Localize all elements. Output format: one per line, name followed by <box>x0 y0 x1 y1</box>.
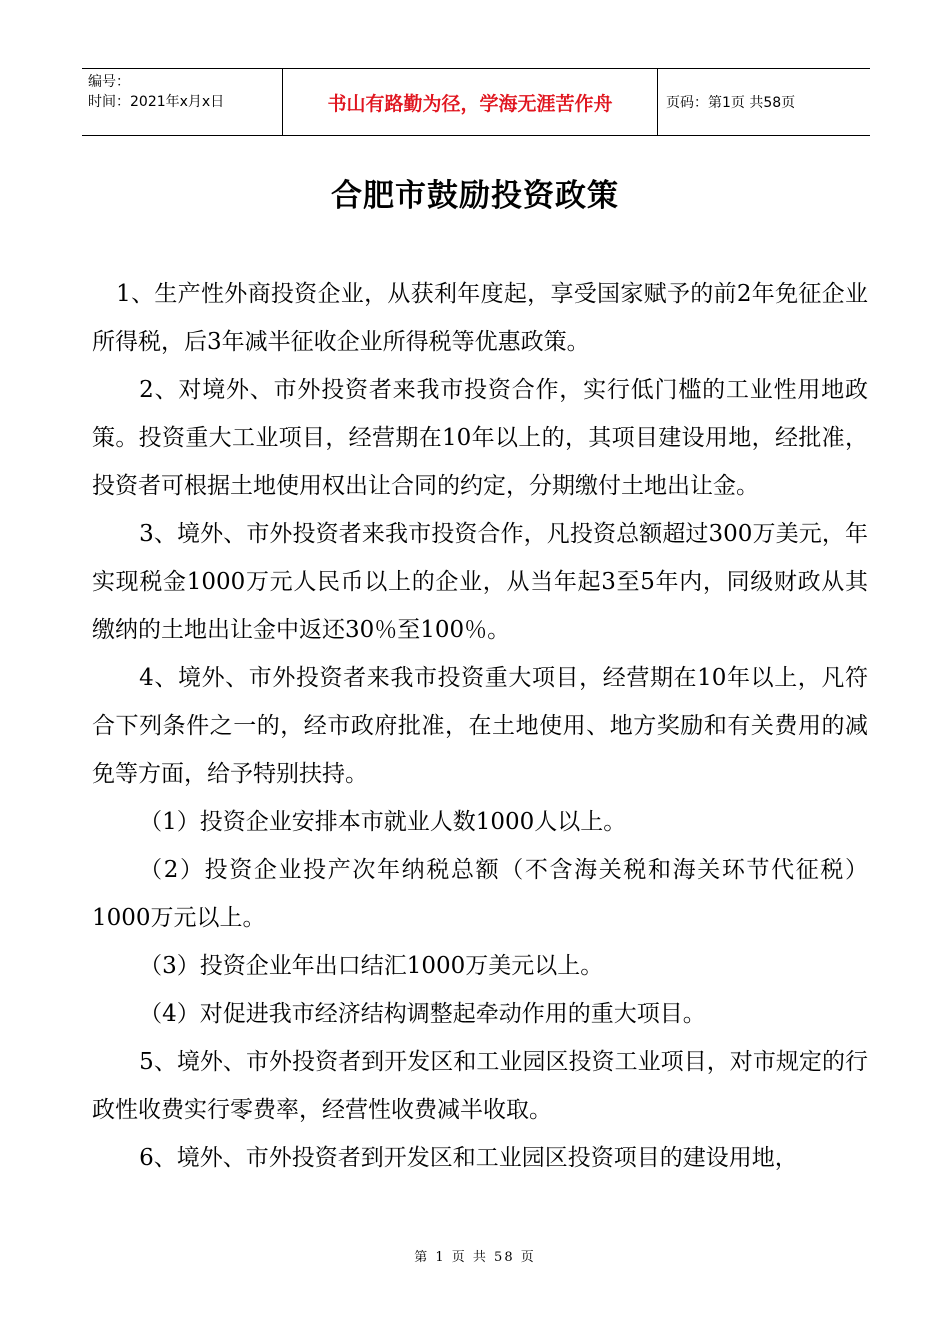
document-body <box>92 270 868 1182</box>
date-label: 时间：2021年x月x日 <box>88 94 225 110</box>
header-table <box>82 68 870 136</box>
paragraph: 1、生产性外商投资企业，从获利年度起，享受国家赋予的前2年免征企业所得税，后3年减半征收企业所得税等优惠政策。 <box>92 281 868 355</box>
paragraph: （4）对促进我市经济结构调整起牵动作用的重大项目。 <box>139 1001 706 1027</box>
page-footer: 第 1 页 共 58 页 <box>414 1250 536 1265</box>
paragraph: 5、境外、市外投资者到开发区和工业园区投资工业项目，对市规定的行政性收费实行零费率，经营性收费减半收取。 <box>92 1049 868 1123</box>
header-motto: 书山有路勤为径，学海无涯苦作舟 <box>282 69 658 135</box>
document-title: 合肥市鼓励投资政策 <box>331 178 619 214</box>
paragraph: 2、对境外、市外投资者来我市投资合作，实行低门槛的工业性用地政策。投资重大工业项目，经营期在10年以上的，其项目建设用地，经批准，投资者可根据土地使用权出让合同的约定，分期缴付土地出让金。 <box>92 377 868 499</box>
paragraph: 6、境外、市外投资者到开发区和工业园区投资项目的建设用地， <box>139 1145 798 1171</box>
paragraph: （3）投资企业年出口结汇1000万美元以上。 <box>139 953 604 979</box>
header-page-info: 页码：第1页 共58页 <box>666 95 796 111</box>
paragraph: （2）投资企业投产次年纳税总额（不含海关税和海关环节代征税）1000万元以上。 <box>92 857 868 931</box>
paragraph: 4、境外、市外投资者来我市投资重大项目，经营期在10年以上，凡符合下列条件之一的，经市政府批准，在土地使用、地方奖励和有关费用的减免等方面，给予特别扶持。 <box>92 665 868 787</box>
paragraph: （1）投资企业安排本市就业人数1000人以上。 <box>139 809 627 835</box>
header-meta <box>82 69 282 135</box>
paragraph: 3、境外、市外投资者来我市投资合作，凡投资总额超过300万美元，年实现税金1000万元人民币以上的企业，从当年起3至5年内，同级财政从其缴纳的土地出让金中返还30％至100％。 <box>92 521 868 643</box>
number-label: 编号： <box>88 74 130 90</box>
